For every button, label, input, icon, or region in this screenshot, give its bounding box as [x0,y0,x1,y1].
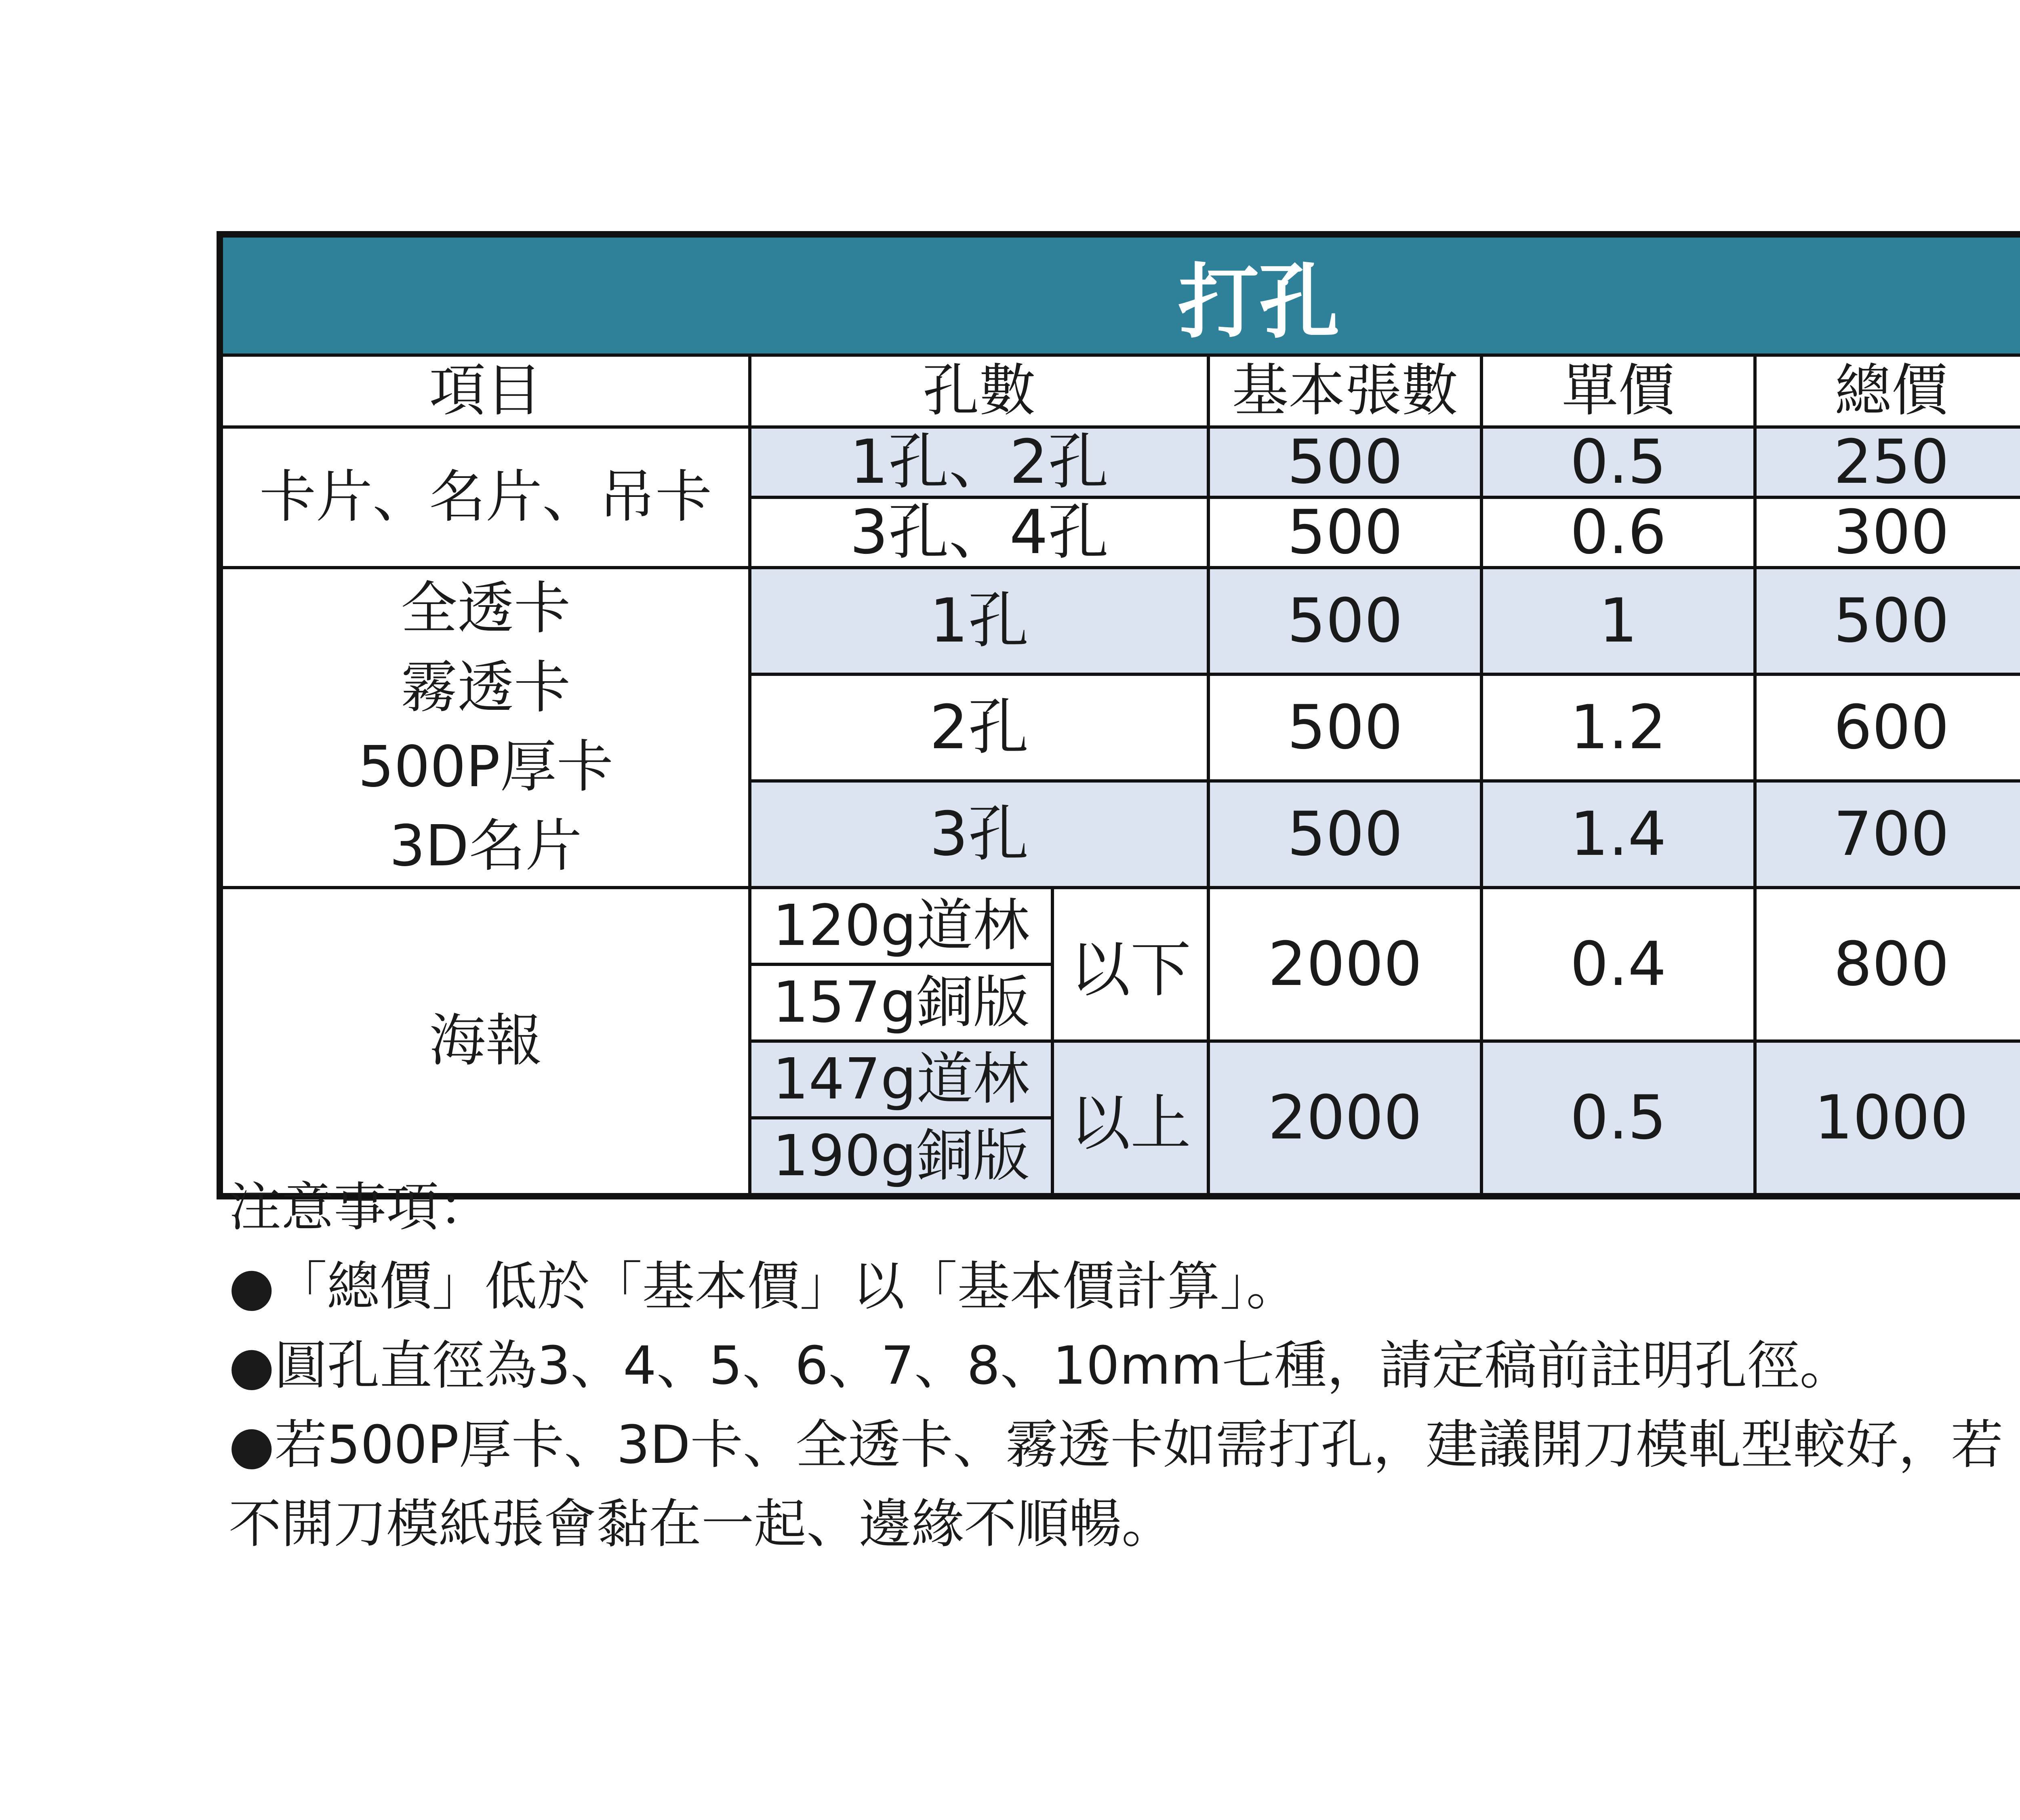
paper-type-cell: 157g銅版 [750,964,1052,1041]
price-sheet [217,231,2020,1189]
note-text: 若500P厚卡、3D卡、全透卡、霧透卡如需打孔，建議開刀模軋型較好，若 [274,1414,2003,1475]
holes-cell: 2孔 [750,674,1208,781]
header-row [220,355,2020,427]
paper-type-cell: 190g銅版 [750,1118,1052,1196]
unit-price-cell: 0.5 [1481,1041,1755,1196]
unit-price-cell: 0.4 [1481,888,1755,1041]
holes-cell: 3孔、4孔 [750,497,1208,568]
table-row [220,568,2020,674]
note-item [229,1405,2020,1484]
notes-section [229,1168,2020,1563]
category-line: 霧透卡 [401,655,571,721]
base-qty-cell: 500 [1208,427,1481,497]
bullet-icon: ● [229,1414,275,1475]
note-text: 「總價」低於「基本價」以「基本價計算」。 [274,1256,1299,1317]
base-qty-cell: 2000 [1208,1041,1481,1196]
holes-cell: 1孔、2孔 [750,427,1208,497]
category-posters: 海報 [220,888,750,1196]
table-row [220,888,2020,964]
paper-type-cell: 147g道林 [750,1041,1052,1118]
base-qty-cell: 500 [1208,781,1481,888]
note-text: 圓孔直徑為3、4、5、6、7、8、10mm七種，請定稿前註明孔徑。 [274,1335,1852,1396]
weight-level-cell: 以上 [1052,1041,1208,1196]
unit-price-cell: 0.5 [1481,427,1755,497]
category-line: 500P厚卡 [358,734,613,800]
base-qty-cell: 500 [1208,497,1481,568]
header-item: 項目 [220,355,750,427]
unit-price-cell: 1.4 [1481,781,1755,888]
total-cell: 300 [1755,497,2020,568]
table-title: 打孔 [220,234,2020,355]
note-item [229,1326,2020,1405]
category-line: 3D名片 [389,813,582,879]
base-qty-cell: 500 [1208,674,1481,781]
header-unit-price: 單價 [1481,355,1755,427]
total-cell: 1000 [1755,1041,2020,1196]
unit-price-cell: 0.6 [1481,497,1755,568]
category-special-cards [220,568,750,888]
punching-price-table [217,231,2020,1199]
bullet-icon: ● [229,1335,275,1396]
total-cell: 700 [1755,781,2020,888]
base-qty-cell: 500 [1208,568,1481,674]
table-row [220,427,2020,497]
holes-cell: 3孔 [750,781,1208,888]
unit-price-cell: 1 [1481,568,1755,674]
total-cell: 800 [1755,888,2020,1041]
header-holes: 孔數 [750,355,1208,427]
category-line: 全透卡 [401,576,571,642]
paper-type-cell: 120g道林 [750,888,1052,964]
base-qty-cell: 2000 [1208,888,1481,1041]
total-cell: 500 [1755,568,2020,674]
total-cell: 250 [1755,427,2020,497]
category-cards: 卡片、名片、吊卡 [220,427,750,568]
holes-cell: 1孔 [750,568,1208,674]
notes-heading: 注意事項： [229,1176,492,1238]
total-cell: 600 [1755,674,2020,781]
bullet-icon: ● [229,1256,275,1317]
note-item [229,1247,2020,1326]
title-row [220,234,2020,355]
header-base-qty: 基本張數 [1208,355,1481,427]
unit-price-cell: 1.2 [1481,674,1755,781]
header-total: 總價 [1755,355,2020,427]
note-continuation: 不開刀模紙張會黏在一起、邊緣不順暢。 [229,1493,1174,1555]
weight-level-cell: 以下 [1052,888,1208,1041]
